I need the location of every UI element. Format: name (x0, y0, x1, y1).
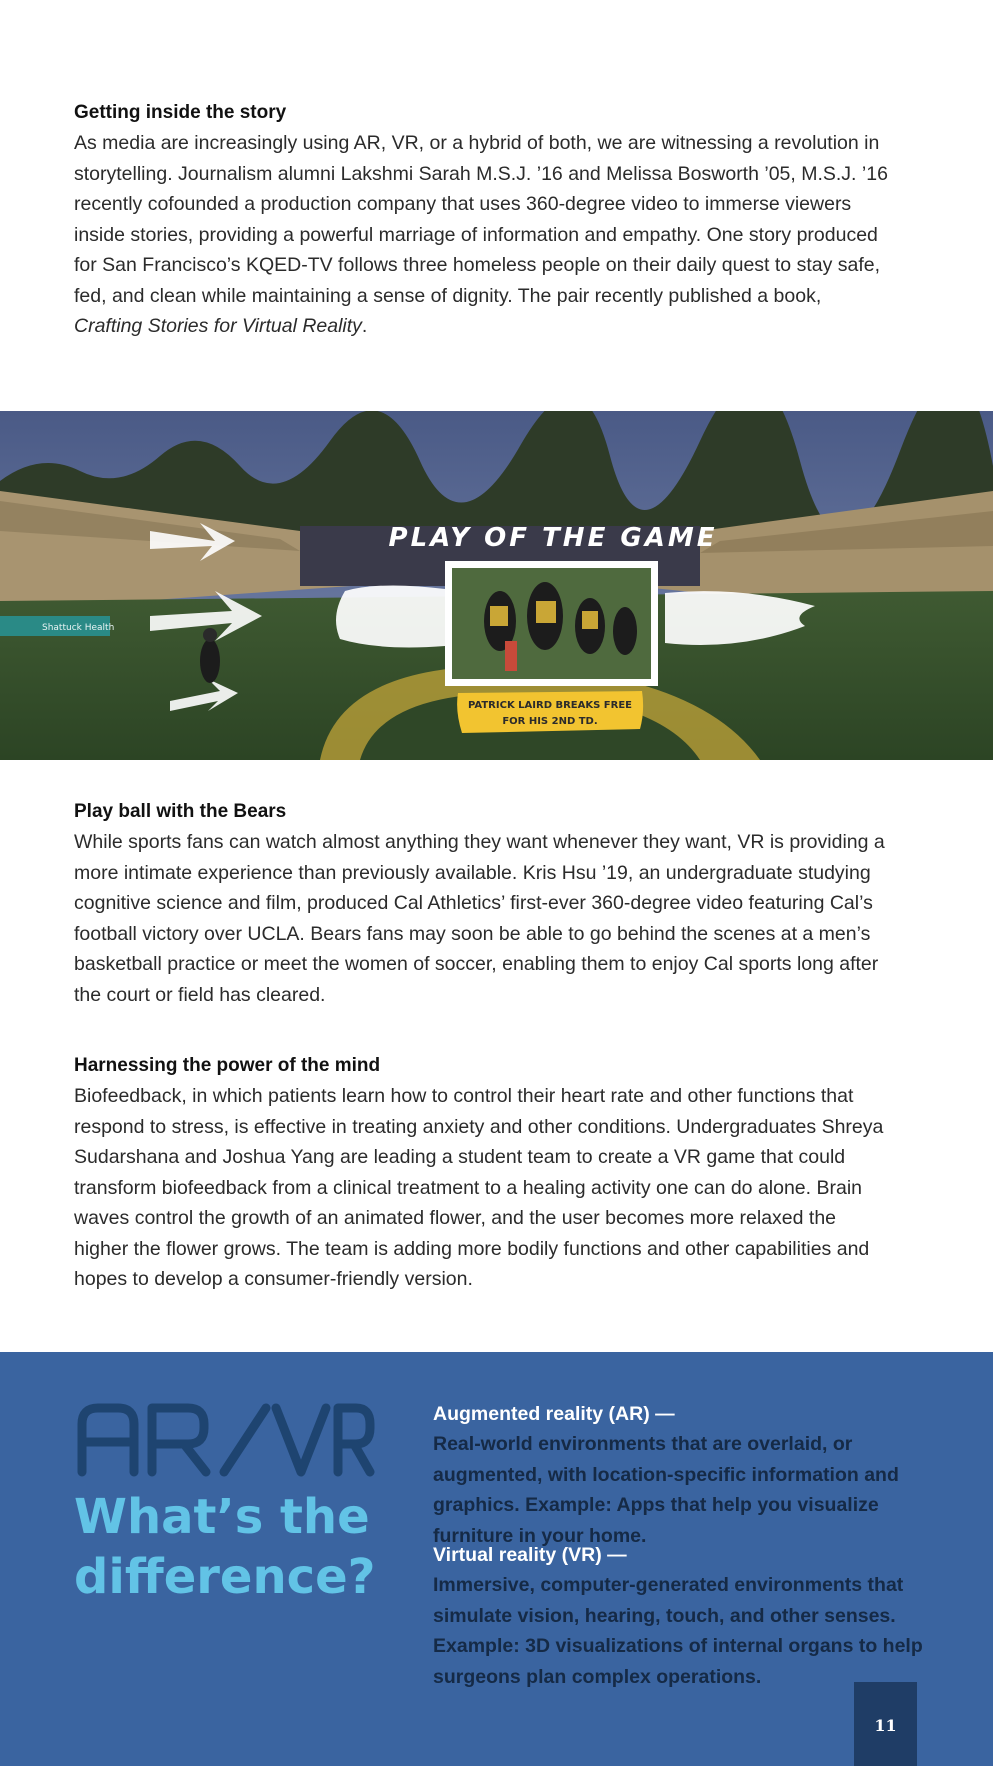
section-getting-inside-story (74, 98, 894, 342)
book-title: Crafting Stories for Virtual Reality (74, 315, 362, 337)
ar-vr-panel (0, 1352, 993, 1766)
page-number-box (854, 1682, 917, 1766)
section-body: While sports fans can watch almost anything they want whenever they want, VR is providing a more intimate experience than previously available. Kris Hsu ’19, an undergraduate studying cognitive science and film, produced Cal Athletics’ first-ever 360-degree video featuring Cal’s football victory over UCLA. Bears fans may soon be able to go behind the scenes at a men’s basketball practice or meet the women of soccer, enabling them to enjoy Cal sports long after the court or field has cleared. (74, 831, 885, 1006)
section-body (74, 128, 894, 342)
definition-term: Virtual reality (VR) — (433, 1544, 627, 1566)
definition-ar (433, 1399, 963, 1551)
section-heading: Harnessing the power of the mind (74, 1055, 381, 1076)
definition-description: Real-world environments that are overlaid, or augmented, with location-specific information and graphics. Example: Apps that help you visualize furniture in your home. (433, 1433, 899, 1547)
definition-vr (433, 1540, 963, 1692)
stadium-photo (0, 411, 993, 760)
caption-line-2: FOR HIS 2ND TD. (502, 716, 598, 727)
definition-description: Immersive, computer-generated environments that simulate vision, hearing, touch, and other senses. Example: 3D visualizations of internal organs to help surgeons plan complex operations. (433, 1574, 923, 1688)
caption-line-1: PATRICK LAIRD BREAKS FREE (467, 700, 633, 711)
body-end: . (361, 315, 368, 337)
section-heading: Play ball with the Bears (74, 801, 287, 822)
section-heading: Getting inside the story (74, 102, 287, 123)
definition-term: Augmented reality (AR) — (433, 1403, 675, 1425)
section-body: Biofeedback, in which patients learn how to control their heart rate and other functions that respond to stress, is effective in treating anxiety and other conditions. Undergraduates Shreya Sudarshana and Joshua Yang are leading a student team to create a VR game that could transform biofeedback from a clinical treatment to a healing activity one can do alone. Brain waves control the growth of an animated flower, and the user becomes more relaxed the higher the flower grows. The team is adding more bodily functions and other capabilities and hopes to develop a consumer-friendly version. (74, 1085, 884, 1290)
section-play-ball (74, 797, 894, 1010)
sideline-banner-text: Shattuck Health (42, 623, 115, 633)
section-power-of-mind (74, 1051, 894, 1295)
difference-title: What’s the difference? (74, 1489, 376, 1605)
ar-vr-logo (76, 1402, 376, 1478)
page-number: 11 (874, 1716, 897, 1735)
body-text: As media are increasingly using AR, VR, or a hybrid of both, we are witnessing a revolution in storytelling. Journalism alumni Lakshmi Sarah M.S.J. ’16 and Melissa Bosworth ’05, M.S.J. ’16 recently cofounded a production company that uses 360-degree video to immerse viewers inside stories, providing a powerful marriage of information and empathy. One story produced for San Francisco’s KQED-TV follows three homeless people on their daily quest to stay safe, fed, and clean while maintaining a sense of dignity. The pair recently published a book, (74, 132, 888, 307)
overlay-title: PLAY OF THE GAME (388, 523, 718, 553)
